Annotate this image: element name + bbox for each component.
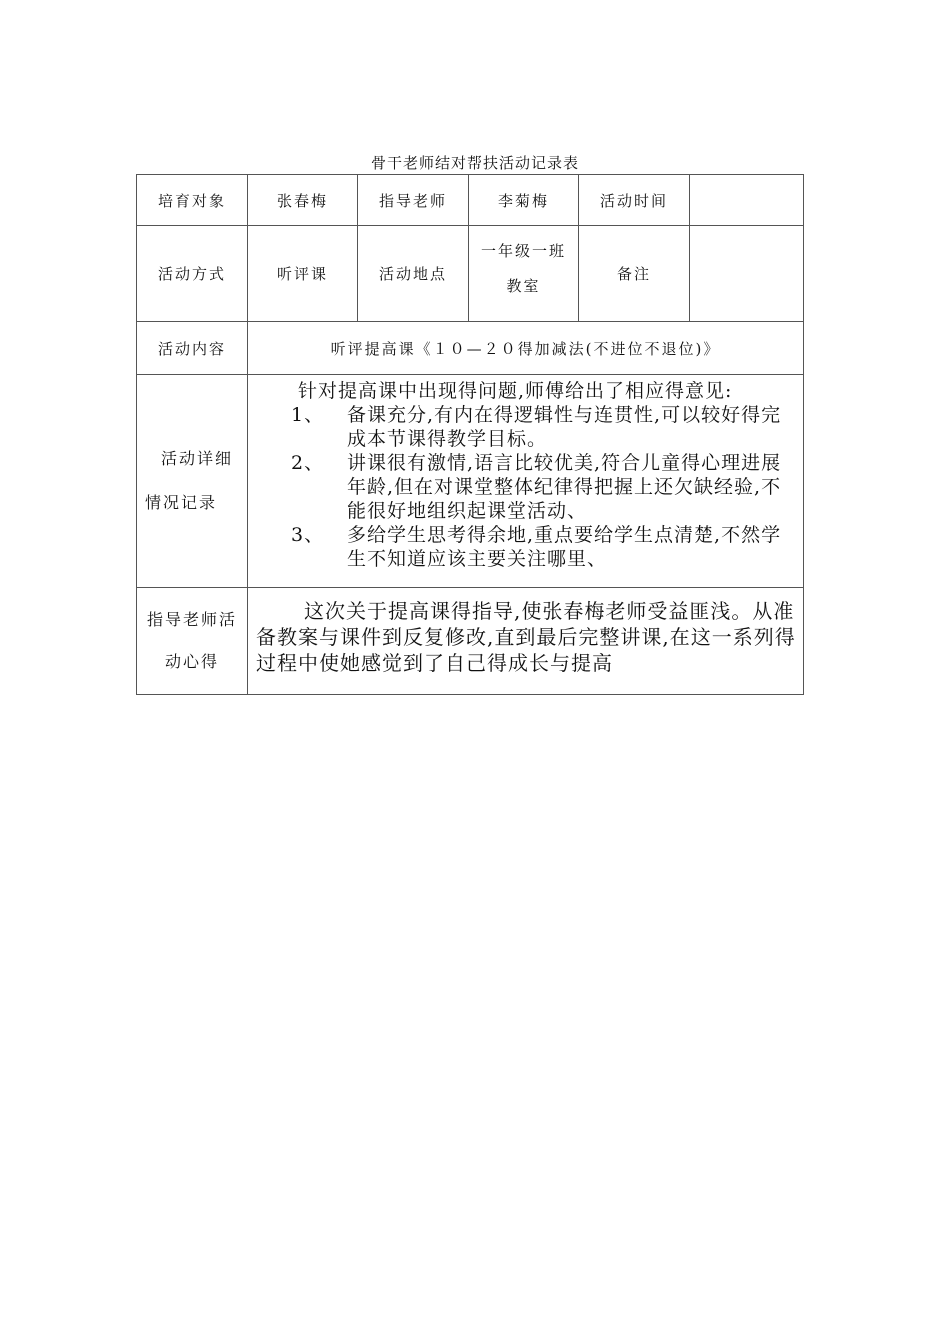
value-activity-time (690, 175, 804, 226)
list-item-number: 3、 (291, 524, 325, 546)
table-row (137, 226, 804, 322)
place-line-1: 一年级一班 (480, 241, 566, 260)
list-item-text: 讲课很有激情,语言比较优美,符合儿童得心理进展年龄,但在对课堂整体纪律得把握上还欠缺经验,不能很好地组织起课堂活动、 (347, 452, 782, 522)
table-row (137, 322, 804, 375)
place-line-2: 教室 (506, 276, 541, 295)
value-activity-details (248, 375, 804, 588)
value-activity-content: 听评提高课《１０—２０得加减法(不进位不退位)》 (248, 322, 804, 375)
list-item (256, 451, 799, 523)
list-item-number: 1、 (291, 404, 325, 426)
reflection-label-line-1: 指导老师活 (146, 610, 237, 629)
value-mentor-reflection (248, 588, 804, 695)
list-item-text: 备课充分,有内在得逻辑性与连贯性,可以较好得完成本节课得教学目标。 (347, 404, 782, 450)
list-item-text: 多给学生思考得余地,重点要给学生点清楚,不然学生不知道应该主要关注哪里、 (347, 524, 782, 570)
value-activity-place (469, 226, 579, 322)
label-activity-place: 活动地点 (358, 226, 469, 322)
details-label-line-2: 情况记录 (145, 493, 218, 512)
value-activity-mode: 听评课 (248, 226, 358, 322)
value-trainee: 张春梅 (248, 175, 358, 226)
table-row (137, 375, 804, 588)
activity-record-table (136, 174, 804, 695)
table-row (137, 175, 804, 226)
label-mentor-reflection (137, 588, 248, 695)
details-label-line-1: 活动详细 (161, 449, 234, 468)
reflection-label-line-2: 动心得 (164, 652, 219, 671)
details-intro: 针对提高课中出现得问题,师傅给出了相应得意见: (298, 380, 733, 402)
label-trainee: 培育对象 (137, 175, 248, 226)
label-mentor: 指导老师 (358, 175, 469, 226)
document-title: 骨干老师结对帮扶活动记录表 (370, 154, 579, 172)
value-note (690, 226, 804, 322)
value-mentor: 李菊梅 (469, 175, 579, 226)
list-item-number: 2、 (291, 452, 325, 474)
list-item (256, 523, 799, 571)
label-activity-mode: 活动方式 (137, 226, 248, 322)
table-row (137, 588, 804, 695)
reflection-text: 这次关于提高课得指导,使张春梅老师受益匪浅。从准备教案与课件到反复修改,直到最后完整讲课,在这一系列得过程中使她感觉到了自己得成长与提高 (256, 599, 796, 675)
label-activity-content: 活动内容 (137, 322, 248, 375)
label-activity-time: 活动时间 (579, 175, 690, 226)
list-item (256, 403, 799, 451)
label-activity-details (137, 375, 248, 588)
label-note: 备注 (579, 226, 690, 322)
